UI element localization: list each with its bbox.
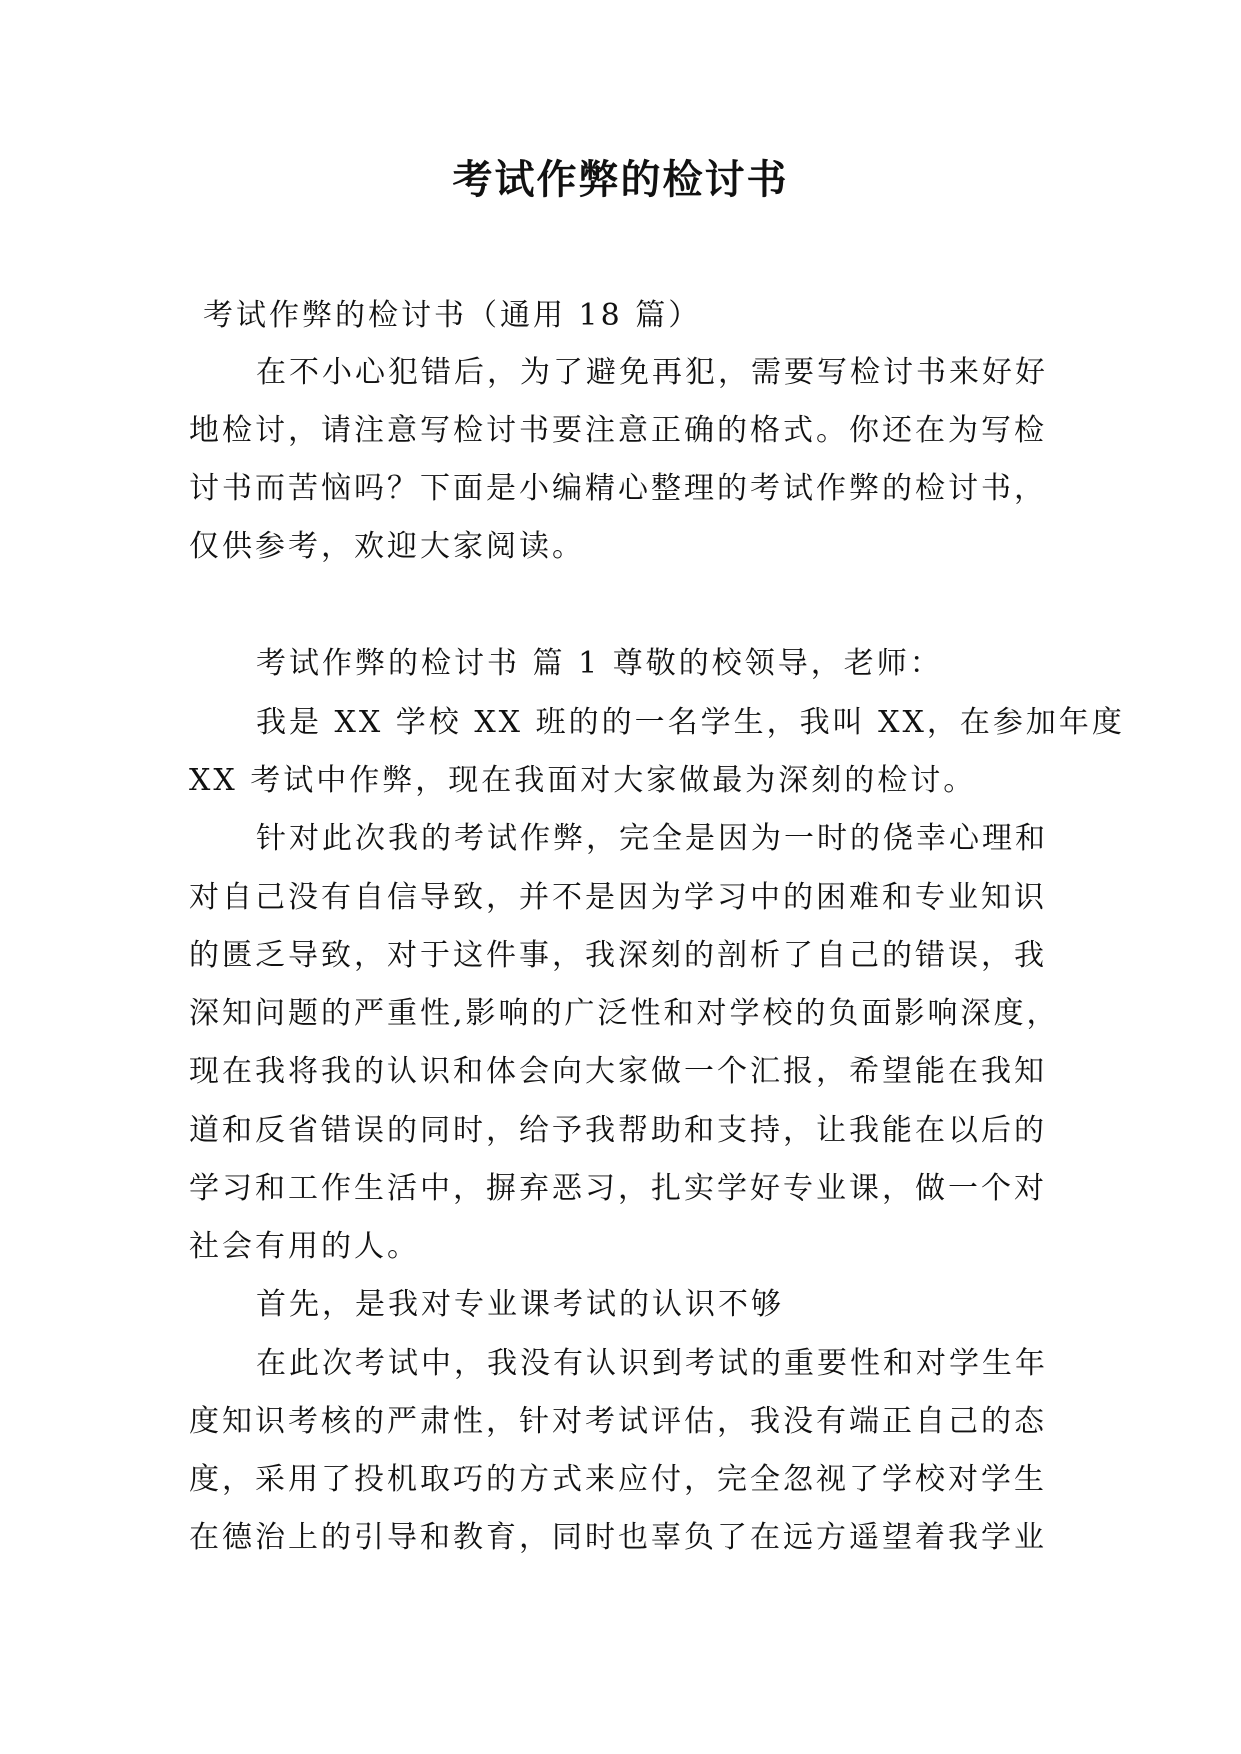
document-title: 考试作弊的检讨书 [452, 156, 789, 203]
body-line: 仅供参考，欢迎大家阅读。 [189, 529, 585, 564]
body-line: 在此次考试中，我没有认识到考试的重要性和对学生年 [256, 1346, 1048, 1381]
body-line: 度，采用了投机取巧的方式来应付，完全忽视了学校对学生 [189, 1462, 1047, 1497]
body-line: 地检讨，请注意写检讨书要注意正确的格式。你还在为写检 [189, 413, 1047, 448]
body-line: 我是 XX 学校 XX 班的的一名学生，我叫 XX，在参加年度 [256, 705, 1125, 740]
body-line: 讨书而苦恼吗？下面是小编精心整理的考试作弊的检讨书， [189, 471, 1047, 506]
section-heading: 考试作弊的检讨书 篇 1 尊敬的校领导，老师： [256, 646, 943, 681]
body-line: 道和反省错误的同时，给予我帮助和支持，让我能在以后的 [189, 1113, 1047, 1148]
body-line: 的匮乏导致，对于这件事，我深刻的剖析了自己的错误，我 [189, 938, 1047, 973]
body-line: 社会有用的人。 [189, 1229, 420, 1264]
body-line: 针对此次我的考试作弊，完全是因为一时的侥幸心理和 [256, 821, 1048, 856]
document-subtitle: 考试作弊的检讨书（通用 18 篇） [203, 298, 702, 333]
body-line: 度知识考核的严肃性，针对考试评估，我没有端正自己的态 [189, 1404, 1047, 1439]
body-line: 对自己没有自信导致，并不是因为学习中的困难和专业知识 [189, 880, 1047, 915]
body-line: 深知问题的严重性,影响的广泛性和对学校的负面影响深度， [189, 996, 1060, 1031]
body-line: 在不小心犯错后，为了避免再犯，需要写检讨书来好好 [256, 355, 1048, 390]
body-line: 学习和工作生活中，摒弃恶习，扎实学好专业课，做一个对 [189, 1171, 1047, 1206]
body-line: XX 考试中作弊，现在我面对大家做最为深刻的检讨。 [189, 763, 977, 798]
body-line: 现在我将我的认识和体会向大家做一个汇报，希望能在我知 [189, 1054, 1047, 1089]
body-line: 首先，是我对专业课考试的认识不够 [256, 1287, 784, 1322]
body-line: 在德治上的引导和教育，同时也辜负了在远方遥望着我学业 [189, 1520, 1047, 1555]
